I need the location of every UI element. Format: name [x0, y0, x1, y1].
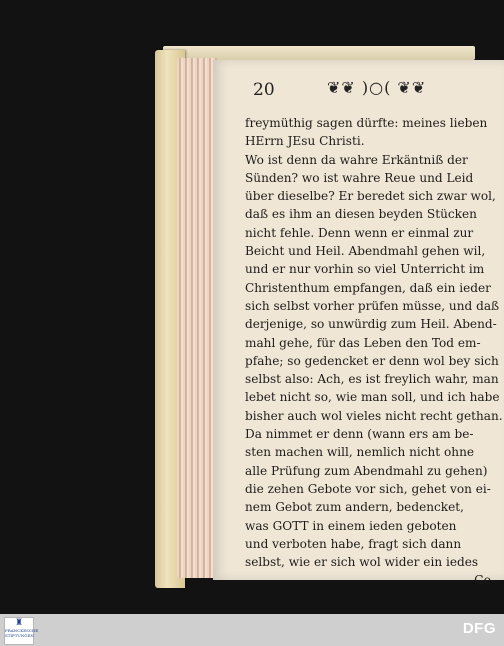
- logo-mark-icon: ♜: [14, 618, 24, 628]
- franckesche-stiftungen-logo[interactable]: [4, 617, 39, 645]
- text-line: Sünden? wo ist wahre Reue und Leid: [245, 170, 474, 185]
- text-line: HErrn JEsu Christi.: [245, 134, 365, 149]
- text-line: über dieselbe? Er beredet sich zwar wol,: [245, 189, 496, 204]
- text-line: pfahe; so gedencket er denn wol bey sich: [245, 353, 499, 368]
- text-line: sich selbst vorher prüfen müsse, und daß: [245, 298, 500, 313]
- text-line: selbst also: Ach, es ist freylich wahr, man: [245, 372, 499, 387]
- text-line: derjenige, so unwürdig zum Heil. Abend-: [245, 317, 497, 332]
- viewer-footer-bar: [0, 614, 504, 646]
- page-text: [245, 114, 503, 590]
- text-line: freymüthig sagen dürfte: meines lieben: [245, 116, 488, 130]
- text-line: Christenthum empfangen, daß ein ieder: [245, 280, 491, 295]
- text-line: bisher auch wol vieles nicht recht gethan.: [245, 408, 503, 423]
- text-line: selbst, wie er sich wol wider ein iedes: [245, 555, 479, 570]
- text-line: alle Prüfung zum Abendmahl zu gehen): [245, 463, 488, 478]
- header-ornament: ❦❦ )○( ❦❦: [327, 78, 427, 97]
- text-line: lebet nicht so, wie man soll, und ich habe: [245, 390, 500, 405]
- text-line: die zehen Gebote vor sich, gehet von ei-: [245, 481, 491, 496]
- text-line: Wo ist denn da wahre Erkäntniß der: [245, 152, 468, 167]
- text-line: mahl gehe, für das Leben den Tod em-: [245, 335, 481, 350]
- logo-caption: FRANCKESCHE STIFTUNGEN: [5, 628, 39, 638]
- page-header: [249, 78, 499, 102]
- text-line: Beicht und Heil. Abendmahl gehen wil,: [245, 244, 486, 259]
- text-line: was GOTT in einem ieden geboten: [245, 518, 457, 533]
- text-line: Da nimmet er denn (wann ers am be-: [245, 427, 474, 442]
- text-line: sten machen will, nemlich nicht ohne: [245, 445, 475, 460]
- text-line: und er nur vorhin so viel Unterricht im: [245, 262, 485, 277]
- dfg-logo[interactable]: DFG: [462, 620, 496, 637]
- text-line: daß es ihm an diesen beyden Stücken: [245, 207, 477, 222]
- text-line: nem Gebot zum andern, bedencket,: [245, 500, 464, 515]
- page-number: 20: [253, 80, 275, 100]
- book: [155, 46, 504, 590]
- text-line: nicht fehle. Denn wenn er einmal zur: [245, 225, 474, 240]
- catchword: Ge-: [474, 573, 495, 588]
- book-page: [213, 60, 504, 588]
- text-line: und verboten habe, fragt sich dann: [245, 536, 462, 551]
- page-edges: [177, 58, 217, 578]
